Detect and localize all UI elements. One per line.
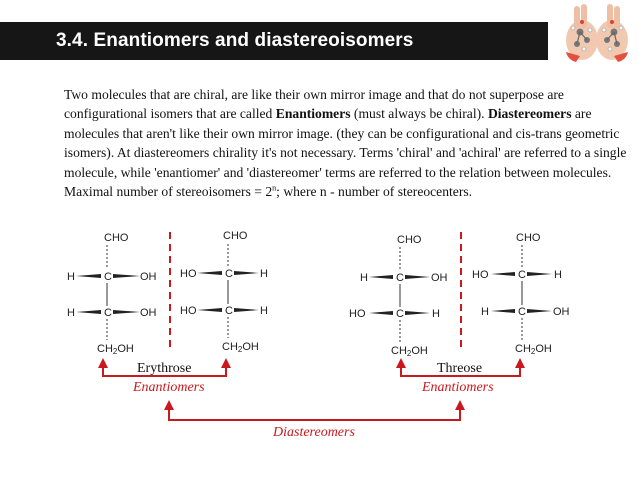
wedge-bond (527, 272, 552, 276)
carbon-label: C (104, 307, 112, 319)
ho-label: HO (472, 269, 489, 281)
enantiomers-label-right: Enantiomers (422, 380, 494, 395)
molecule-erythrose-1 (67, 232, 157, 356)
molecule-threose-1 (349, 234, 448, 358)
h-label: H (260, 268, 268, 280)
carbon-label: C (396, 308, 404, 320)
wedge-bond (197, 308, 222, 312)
wedge-bond (113, 310, 140, 314)
title-bar (0, 22, 548, 60)
ho-label: HO (180, 305, 197, 317)
diastereomers-label: Diastereomers (273, 425, 355, 440)
ho-label: HO (180, 268, 197, 280)
cho-label: CHO (104, 232, 129, 244)
h-label: H (67, 271, 75, 283)
slide-header (0, 0, 638, 74)
ho-label: HO (349, 308, 366, 320)
wedge-bond (527, 309, 552, 313)
carbon-label: C (225, 268, 233, 280)
definition-paragraph (64, 85, 630, 201)
oh-label: OH (140, 271, 157, 283)
wedge-bond (234, 271, 259, 275)
threose-label: Threose (437, 361, 483, 376)
paragraph-text-4: ; where n - number of stereocenters. (276, 184, 473, 200)
h-label: H (67, 307, 75, 319)
cho-label: CHO (516, 232, 541, 244)
cho-label: CHO (223, 230, 248, 242)
carbon-label: C (518, 269, 526, 281)
cho-label: CHO (397, 234, 422, 246)
enantiomers-term: Enantiomers (275, 106, 351, 122)
enantiomers-label-left: Enantiomers (133, 380, 205, 395)
ch2oh-label: CH2OH (222, 341, 259, 354)
carbon-label: C (518, 306, 526, 318)
paragraph-text-1: Two molecules that are chiral, are like their own mirror image and that do not superpose are configurational isomers that are called (64, 87, 564, 122)
h-label: H (554, 269, 562, 281)
slide-title: 3.4. Enantiomers and diastereoisomers (56, 30, 414, 51)
molecule-threose-2 (472, 232, 570, 356)
wedge-bond (234, 308, 259, 312)
fischer-projection-diagram (0, 220, 638, 479)
wedge-bond (197, 271, 222, 275)
wedge-bond (113, 274, 140, 278)
h-label: H (360, 272, 368, 284)
wedge-bond (491, 309, 515, 313)
wedge-bond (76, 274, 101, 278)
h-label: H (481, 306, 489, 318)
carbon-label: C (104, 271, 112, 283)
wedge-bond (405, 275, 430, 279)
ch2oh-label: CH2OH (97, 343, 134, 356)
carbon-label: C (396, 272, 404, 284)
wedge-bond (76, 310, 101, 314)
exponent-n: n (272, 183, 277, 193)
h-label: H (432, 308, 440, 320)
paragraph-text-3: are molecules that aren't like their own mirror image. (they can be configurational and cis-trans geometric isomers). At diastereomers chirality it's not necessary. Terms 'chiral' and 'achiral' are referred to a single molecule, while 'enantiomer' and 'diastereomer' terms are referred to the relation between molecules. Maximal number of stereoisomers = 2 (64, 106, 627, 200)
carbon-label: C (225, 305, 233, 317)
paragraph-text-2: (must always be chiral). (350, 106, 488, 122)
wedge-bond (491, 272, 515, 276)
hands-molecule-logo-icon (560, 2, 634, 64)
wedge-bond (369, 311, 393, 315)
h-label: H (260, 305, 268, 317)
ch2oh-label: CH2OH (391, 345, 428, 358)
oh-label: OH (140, 307, 157, 319)
molecule-erythrose-2 (180, 230, 268, 354)
oh-label: OH (431, 272, 448, 284)
wedge-bond (405, 311, 430, 315)
diastereomers-term: Diastereomers (487, 106, 572, 122)
ch2oh-label: CH2OH (515, 343, 552, 356)
erythrose-label: Erythrose (137, 361, 192, 376)
wedge-bond (369, 275, 393, 279)
diastereomers-bracket (169, 402, 460, 420)
oh-label: OH (553, 306, 570, 318)
